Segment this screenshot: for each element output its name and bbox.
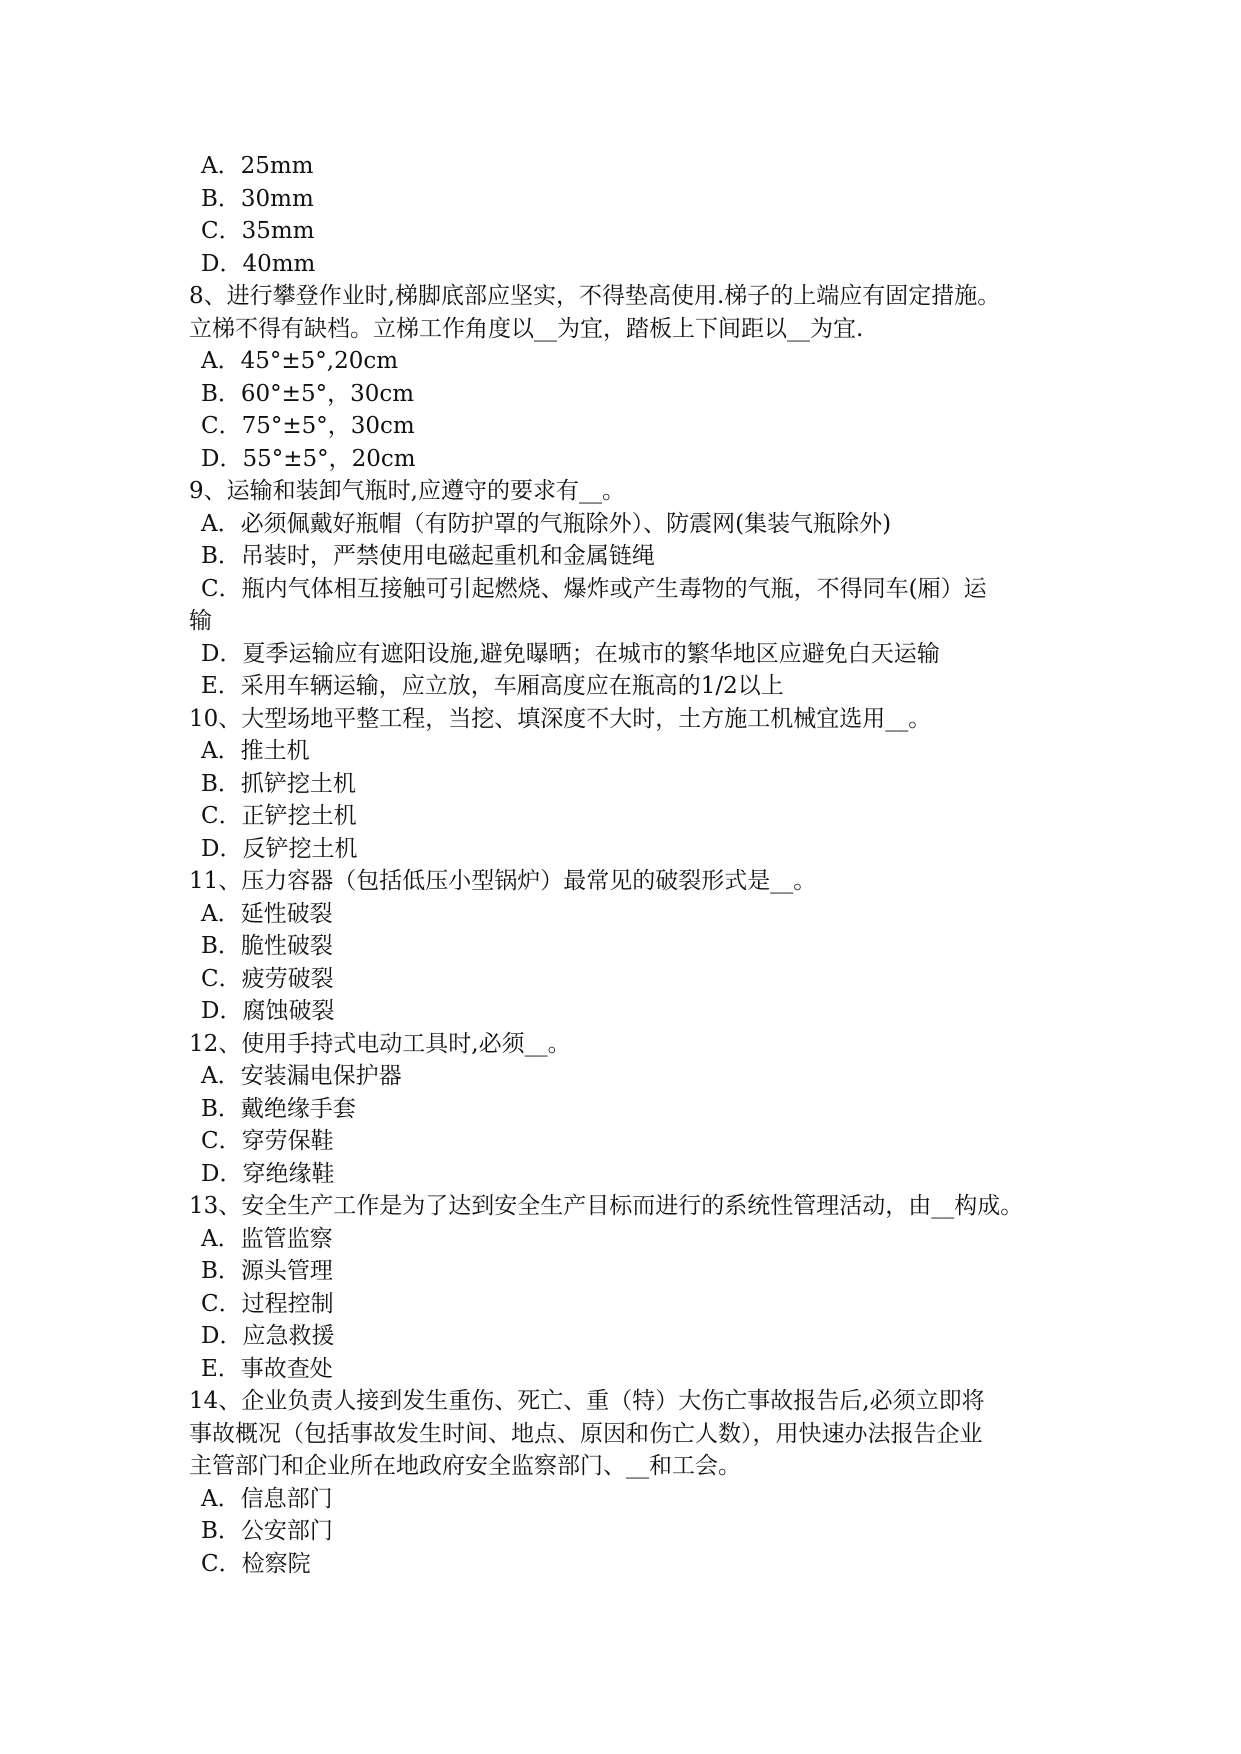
exam-question-list: [189, 150, 1059, 1580]
question-text: 13、安全生产工作是为了达到安全生产目标而进行的系统性管理活动，由__构成。: [189, 1193, 1024, 1219]
answer-option: D．腐蚀破裂: [201, 998, 335, 1024]
answer-option: B．60°±5°，30cm: [201, 380, 415, 407]
question-text: 输: [189, 608, 212, 634]
answer-option: E．事故查处: [201, 1355, 333, 1382]
answer-option: D．40mm: [201, 250, 316, 277]
answer-option: D．反铲挖土机: [201, 835, 358, 862]
answer-option: A．必须佩戴好瓶帽（有防护罩的气瓶除外）、防震网(集装气瓶除外): [201, 510, 892, 537]
answer-option: B．戴绝缘手套: [201, 1095, 356, 1122]
answer-option: E．采用车辆运输，应立放，车厢高度应在瓶高的1/2以上: [201, 673, 784, 699]
question-text: 事故概况（包括事故发生时间、地点、原因和伤亡人数），用快速办法报告企业: [189, 1420, 983, 1447]
answer-option: B．脆性破裂: [201, 933, 333, 959]
answer-option: D．夏季运输应有遮阳设施,避免曝晒；在城市的繁华地区应避免白天运输: [201, 640, 940, 667]
answer-option: B．吊装时，严禁使用电磁起重机和金属链绳: [201, 543, 655, 569]
answer-option: B．抓铲挖土机: [201, 770, 356, 797]
answer-option: C．75°±5°，30cm: [201, 413, 415, 439]
question-text: 9、运输和装卸气瓶时,应遵守的要求有__。: [189, 478, 625, 504]
question-text: 8、进行攀登作业时,梯脚底部应坚实，不得垫高使用.梯子的上端应有固定措施。: [189, 283, 1001, 309]
answer-option: A．监管监察: [201, 1225, 333, 1252]
answer-option: A．推土机: [201, 738, 310, 764]
answer-option: B．30mm: [201, 185, 314, 212]
question-text: 11、压力容器（包括低压小型锅炉）最常见的破裂形式是__。: [189, 868, 817, 894]
question-text: 主管部门和企业所在地政府安全监察部门、__和工会。: [189, 1453, 741, 1479]
answer-option: A．延性破裂: [201, 900, 333, 927]
answer-option: C．疲劳破裂: [201, 965, 334, 992]
answer-option: A．安装漏电保护器: [201, 1063, 402, 1089]
answer-option: D．穿绝缘鞋: [201, 1160, 335, 1187]
answer-option: C．过程控制: [201, 1290, 334, 1317]
answer-option: C．穿劳保鞋: [201, 1128, 334, 1154]
answer-option: C．正铲挖土机: [201, 803, 357, 829]
question-text: 立梯不得有缺档。立梯工作角度以__为宜，踏板上下间距以__为宜.: [189, 315, 864, 342]
answer-option: C．瓶内气体相互接触可引起燃烧、爆炸或产生毒物的气瓶，不得同车(厢）运: [201, 575, 987, 602]
answer-option: D．应急救援: [201, 1323, 335, 1349]
answer-option: A．25mm: [201, 153, 314, 179]
answer-option: C．检察院: [201, 1550, 311, 1577]
answer-option: B．公安部门: [201, 1518, 333, 1544]
question-text: 10、大型场地平整工程，当挖、填深度不大时，土方施工机械宜选用__。: [189, 705, 932, 732]
question-text: 14、企业负责人接到发生重伤、死亡、重（特）大伤亡事故报告后,必须立即将: [189, 1388, 985, 1414]
answer-option: B．源头管理: [201, 1258, 333, 1284]
answer-option: D．55°±5°，20cm: [201, 445, 416, 472]
answer-option: A．45°±5°,20cm: [201, 348, 399, 374]
answer-option: C．35mm: [201, 218, 315, 244]
answer-option: A．信息部门: [201, 1485, 333, 1512]
question-text: 12、使用手持式电动工具时,必须__。: [189, 1030, 571, 1057]
